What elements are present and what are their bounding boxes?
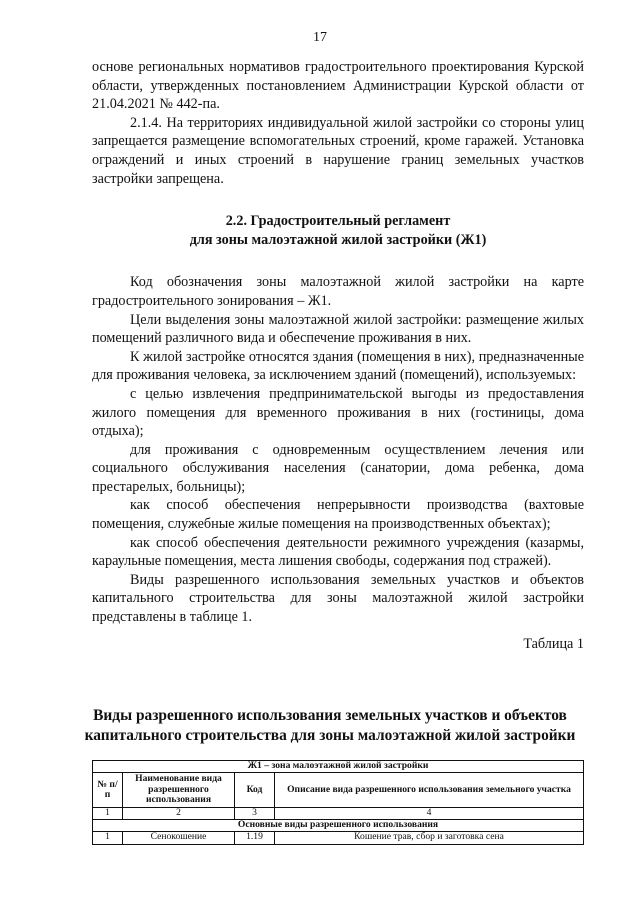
table-row [93,831,584,844]
column-header-row [93,773,584,808]
paragraph: основе региональных нормативов градостроительного проектирования Курской области, утвержденных постановлением Администрации Курской области от 21.04.2021 № 442-па. [92,59,584,113]
table-cell: Кошение трав, сбор и заготовка сена [275,831,584,844]
paragraph: как способ обеспечения деятельности режимного учреждения (казармы, караульные помещения, места лишения свободы, содержания под стражей). [92,534,584,570]
table-title [40,706,620,746]
paragraph: Цели выделения зоны малоэтажной жилой застройки: размещение жилых помещений различного вида и обеспечение проживания в них. [92,311,584,347]
table-title-line: Виды разрешенного использования земельных участков и объектов [93,707,567,724]
column-header: Наименование вида разрешенного использования [123,773,235,808]
page-number: 17 [313,30,327,45]
document-body [92,58,584,653]
column-header: Код [235,773,275,808]
column-header: Описание вида разрешенного использования земельного участка [275,773,584,808]
paragraph: Виды разрешенного использования земельных участков и объектов капитального строительства для зоны малоэтажной жилой застройки представлены в таблице 1. [92,571,584,626]
section-label: Основные виды разрешенного использования [93,819,584,831]
table-cell: Сенокошение [123,831,235,844]
zone-header-row [93,761,584,773]
column-number: 4 [275,808,584,820]
column-number-row [93,808,584,820]
section-title [92,212,584,249]
paragraph: 2.1.4. На территориях индивидуальной жилой застройки со стороны улиц запрещается размещение вспомогательных строений, кроме гаражей. Установка ограждений и иных строений в нарушение границ земельных участков застройки запрещена. [92,114,584,187]
column-number: 2 [123,808,235,820]
column-number: 3 [235,808,275,820]
section-title-line: 2.2. Градостроительный регламент [225,213,451,230]
table-title-line: капитального строительства для зоны малоэтажной жилой застройки [84,727,576,744]
paragraph: как способ обеспечения непрерывности производства (вахтовые помещения, служебные жилые помещения на производственных объектах); [92,497,584,533]
table-label: Таблица 1 [523,635,584,652]
column-header: № п/п [93,773,123,808]
zone-header: Ж1 – зона малоэтажной жилой застройки [93,761,584,773]
section-row [93,819,584,831]
column-number: 1 [93,808,123,820]
paragraph: с целью извлечения предпринимательской выгоды из предоставления жилого помещения для временного проживания в них (гостиницы, дома отдыха); [92,385,584,440]
paragraph: К жилой застройке относятся здания (помещения в них), предназначенные для проживания человека, за исключением зданий (помещений), используемых: [92,348,584,384]
paragraph: Код обозначения зоны малоэтажной жилой застройки на карте градостроительного зонирования – Ж1. [92,274,584,309]
table-cell: 1.19 [235,831,275,844]
table-cell: 1 [93,831,123,844]
section-title-line: для зоны малоэтажной жилой застройки (Ж1) [189,231,487,248]
regulation-table [92,760,584,845]
paragraph: для проживания с одновременным осуществлением лечения или социального обслуживания населения (санатории, дома ребенка, дома престарелых, больницы); [92,441,584,495]
